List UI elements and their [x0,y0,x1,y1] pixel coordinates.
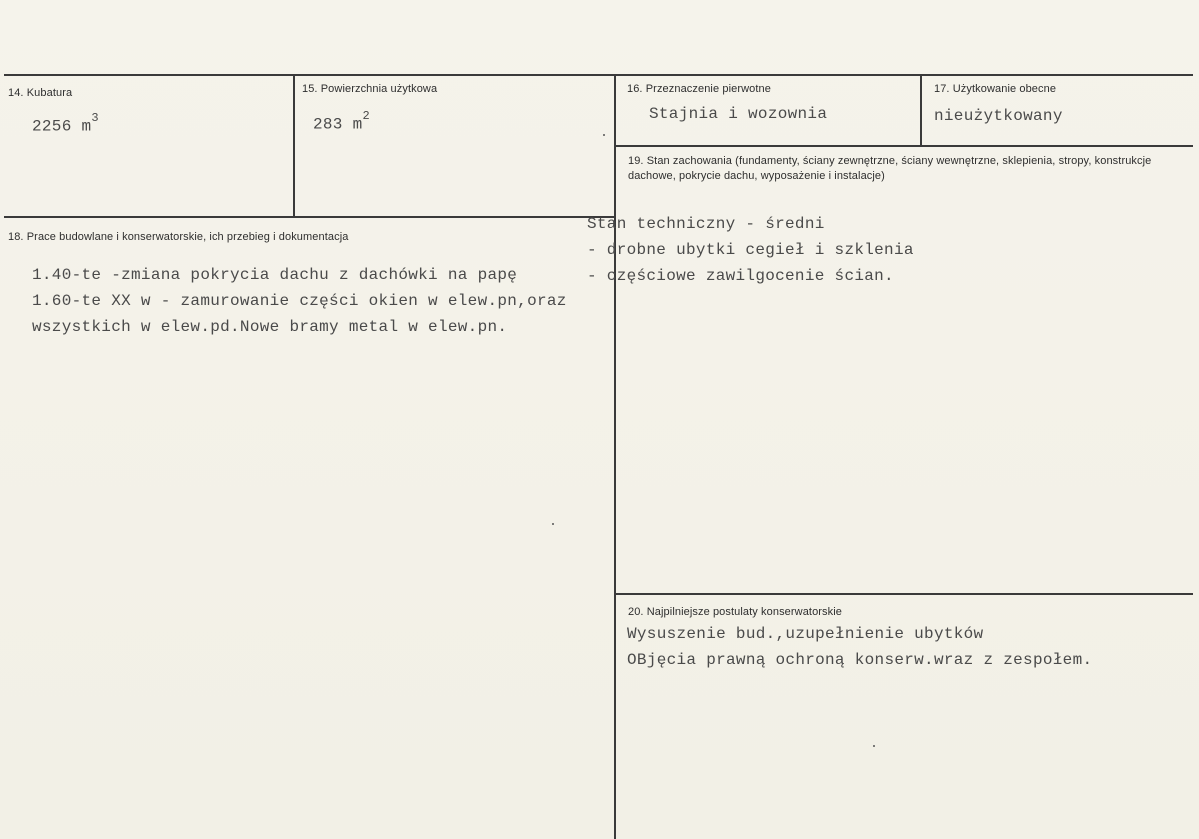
speck [603,134,605,136]
field-16-label: 16. Przeznaczenie pierwotne [627,83,771,95]
field-19-label: 19. Stan zachowania (fundamenty, ściany zewnętrzne, ściany wewnętrzne, sklepienia, stropy, konstrukcje dachowe, pokrycie dachu, wyposażenie i instalacje) [628,155,1152,182]
field-16-value: Stajnia i wozownia [649,105,828,123]
field-20-label: 20. Najpilniejsze postulaty konserwatorskie [628,606,843,618]
text-line: OBjęcia prawną ochroną konserw.wraz z zespołem. [627,651,1093,669]
field-15-label: 15. Powierzchnia użytkowa [302,83,438,95]
usable-area-value: 283 m [313,115,363,134]
text-line: Wysuszenie bud.,uzupełnienie ubytków [627,625,984,643]
cubature-unit-exponent: 3 [91,111,99,125]
field-17-label: 17. Użytkowanie obecne [934,83,1057,95]
rule-19-top [615,145,1193,147]
divider-main [614,74,616,839]
text-line: - drobne ubytki cegieł i szklenia [587,241,914,259]
text-line: 1.60-te XX w - zamurowanie części okien w elew.pn,oraz [32,292,567,310]
divider-14-15 [293,74,295,218]
field-15-value [313,109,371,134]
divider-16-17 [920,74,922,147]
text-line: Stan techniczny - średni [587,215,825,233]
field-17-value: nieużytkowany [934,107,1063,125]
text-line: wszystkich w elew.pd.Nowe bramy metal w elew.pn. [32,318,508,336]
text-line: 1.40-te -zmiana pokrycia dachu z dachówki na papę [32,266,518,284]
field-18-label: 18. Prace budowlane i konserwatorskie, ich przebieg i dokumentacja [8,231,349,243]
speck [873,745,875,747]
text-line: - częściowe zawilgocenie ścian. [587,267,894,285]
field-14-label: 14. Kubatura [8,87,73,99]
field-19-text [587,211,914,289]
cubature-value: 2256 m [32,117,92,136]
rule-18-top [4,216,616,218]
field-14-value [32,111,99,136]
field-20-text [627,621,1092,673]
top-rule [4,74,1193,76]
field-18-text [32,262,567,340]
area-unit-exponent: 2 [362,109,371,123]
speck [552,523,554,525]
rule-20-top [615,593,1193,595]
